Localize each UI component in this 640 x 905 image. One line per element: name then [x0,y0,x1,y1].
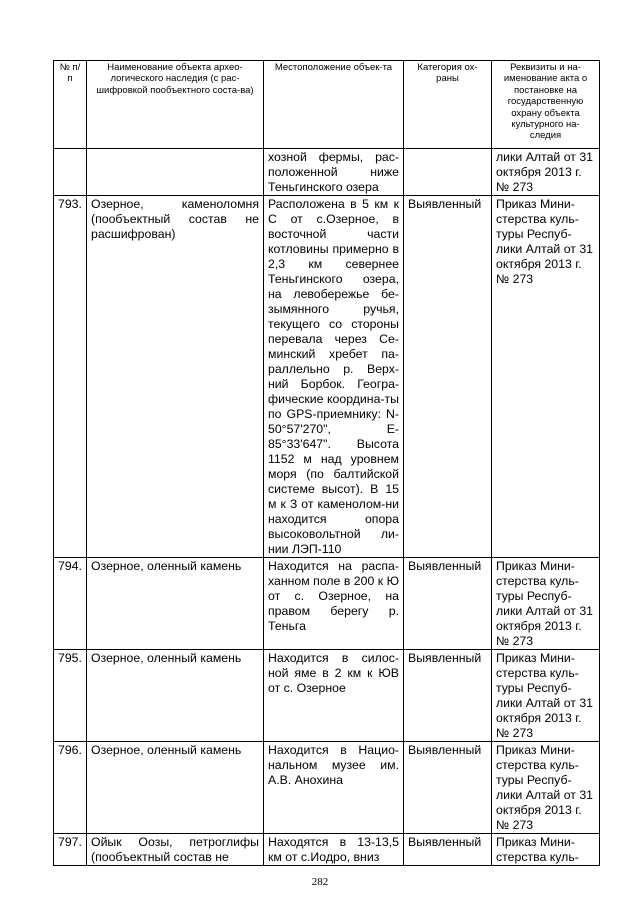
row-location: Находится в Нацио-нальном музее им. А.В. Анохина [264,742,404,834]
table-row [54,196,600,558]
row-object-name: Озерное, оленный камень [87,650,264,742]
heritage-register-table [53,60,600,866]
header-act-details: Реквизиты и на-именование акта о постановке на государственную охрану объекта культурного на-следия [492,61,600,149]
table-header-row [54,61,600,149]
row-number: 795. [54,650,87,742]
row-category: Выявленный [404,742,492,834]
row-act: Приказ Мини-стерства куль-туры Респуб-лики Алтай от 31 октября 2013 г. № 273 [492,558,600,650]
row-number [54,149,87,196]
row-number: 793. [54,196,87,558]
row-object-name: Озерное, каменоломня (пообъектный состав не расшифрован) [87,196,264,558]
header-location: Местоположение объек-та [264,61,404,149]
row-location: хозной фермы, рас-положенной ниже Теньгинского озера [264,149,404,196]
row-category: Выявленный [404,834,492,866]
header-object-name: Наименование объекта архео-логического наследия (с рас-шифровкой пообъектного соста-ва) [87,61,264,149]
row-act: Приказ Мини-стерства куль-туры Респуб-лики Алтай от 31 октября 2013 г. № 273 [492,650,600,742]
row-location: Находится в силос-ной яме в 2 км к ЮВ от с. Озерное [264,650,404,742]
table-row [54,558,600,650]
row-number: 796. [54,742,87,834]
row-location: Находится на распа-ханном поле в 200 к Ю от с. Озерное, на правом берегу р. Теньга [264,558,404,650]
row-number: 797. [54,834,87,866]
row-act: Приказ Мини-стерства куль-туры Респуб-лики Алтай от 31 октября 2013 г. № 273 [492,196,600,558]
row-category: Выявленный [404,650,492,742]
table-row [54,834,600,866]
row-category [404,149,492,196]
row-object-name: Ойык Оозы, петроглифы (пообъектный состав не [87,834,264,866]
page-number: 282 [311,876,329,888]
row-object-name: Озерное, оленный камень [87,558,264,650]
table-row [54,742,600,834]
header-number: № п/п [54,61,87,149]
row-act: Приказ Мини-стерства куль- [492,834,600,866]
header-category: Категория ох-раны [404,61,492,149]
row-act: лики Алтай от 31 октября 2013 г. № 273 [492,149,600,196]
row-object-name [87,149,264,196]
table-row-continuation [54,149,600,196]
row-location: Расположена в 5 км к С от с.Озерное, в восточной части котловины примерно в 2,3 км севернее Теньгинского озера, на левобережье бе-зымянного ручья, текущего со стороны перевала через Се-минский хребет па-раллельно р. Верх-ний Борбок. Геогра-фические координа-ты по GPS-приемнику: N-50°57'270", E-85°33'647". Высота 1152 м над уровнем моря (по балтийской системе высот). В 15 м к З от каменолом-ни находится опора высоковольтной ли-нии ЛЭП-110 [264,196,404,558]
row-location: Находятся в 13-13,5 км от с.Иодро, вниз [264,834,404,866]
row-object-name: Озерное, оленный камень [87,742,264,834]
row-act: Приказ Мини-стерства куль-туры Респуб-лики Алтай от 31 октября 2013 г. № 273 [492,742,600,834]
row-category: Выявленный [404,558,492,650]
row-number: 794. [54,558,87,650]
row-category: Выявленный [404,196,492,558]
table-row [54,650,600,742]
